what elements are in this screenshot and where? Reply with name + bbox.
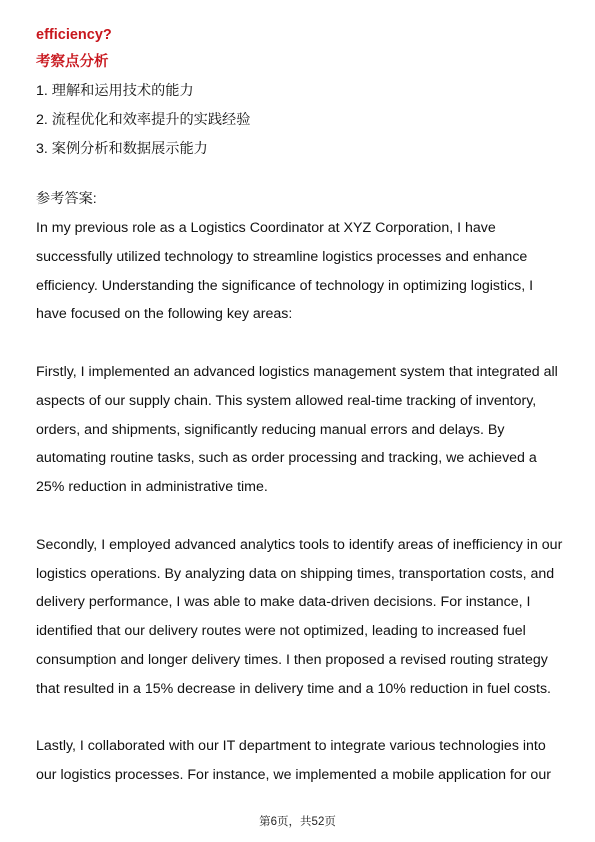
question-title-tail: efficiency? <box>36 27 112 43</box>
answer-paragraph: Firstly, I implemented an advanced logistics management system that integrated all aspects of our supply chain. This system allowed real-time tracking of inventory, orders, and shipments, significantly reducing manual errors and delays. By automating routine tasks, such as order processing and tracking, we achieved a 25% reduction in administrative time. <box>36 363 558 496</box>
analysis-point: 3. 案例分析和数据展示能力 <box>36 141 208 157</box>
answer-paragraph: Lastly, I collaborated with our IT department to integrate various technologies into our logistics processes. For instance, we implemented a mobile application for our <box>36 738 551 784</box>
answer-label: 参考答案: <box>36 191 97 207</box>
analysis-point: 1. 理解和运用技术的能力 <box>36 83 194 99</box>
answer-paragraph: In my previous role as a Logistics Coordinator at XYZ Corporation, I have successfully utilized technology to streamline logistics processes and enhance efficiency. Understanding the significance of technology in optimizing logistics, I have focused on the following key areas: <box>36 220 534 323</box>
page-number-footer: 第6页，共52页 <box>259 816 336 828</box>
answer-paragraph: Secondly, I employed advanced analytics tools to identify areas of inefficiency in our logistics operations. By analyzing data on shipping times, transportation costs, and delivery performance, I was able to make data-driven decisions. For instance, I identified that our delivery routes were not optimized, leading to increased fuel consumption and longer delivery times. I then proposed a revised routing strategy that resulted in a 15% decrease in delivery time and a 10% reduction in fuel costs. <box>36 536 563 697</box>
analysis-heading: 考察点分析 <box>36 54 109 70</box>
analysis-points-list <box>36 77 564 164</box>
page-content <box>36 25 564 819</box>
analysis-point: 2. 流程优化和效率提升的实践经验 <box>36 112 251 128</box>
